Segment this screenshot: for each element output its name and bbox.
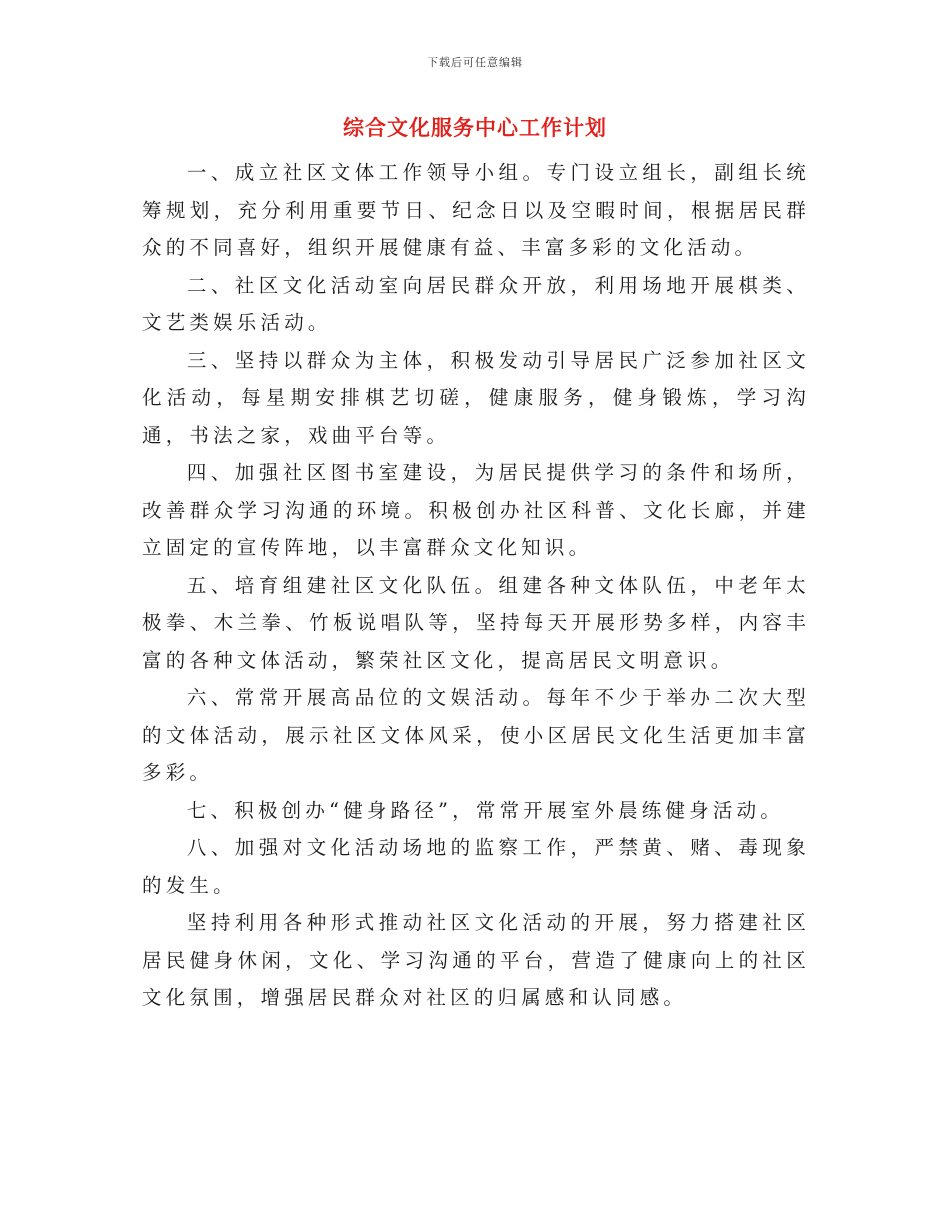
document-body xyxy=(142,154,810,1017)
paragraph-5: 五、培育组建社区文化队伍。组建各种文体队伍，中老年太极拳、木兰拳、竹板说唱队等，坚持每天开展形势多样，内容丰富的各种文体活动，繁荣社区文化，提高居民文明意识。 xyxy=(142,573,810,672)
paragraph-conclusion: 坚持利用各种形式推动社区文化活动的开展，努力搭建社区居民健身休闲，文化、学习沟通的平台，营造了健康向上的社区文化氛围，增强居民群众对社区的归属感和认同感。 xyxy=(142,911,810,1009)
paragraph-8: 八、加强对文化活动场地的监察工作，严禁黄、赌、毒现象的发生。 xyxy=(142,836,810,897)
paragraph-2: 二、社区文化活动室向居民群众开放，利用场地开展棋类、文艺类娱乐活动。 xyxy=(142,273,810,334)
document-title: 综合文化服务中心工作计划 xyxy=(343,115,607,140)
paragraph-6: 六、常常开展高品位的文娱活动。每年不少于举办二次大型的文体活动，展示社区文体风采，使小区居民文化生活更加丰富多彩。 xyxy=(142,686,810,784)
page-header-note: 下载后可任意编辑 xyxy=(427,56,523,69)
paragraph-4: 四、加强社区图书室建设，为居民提供学习的条件和场所，改善群众学习沟通的环境。积极创办社区科普、文化长廊，并建立固定的宣传阵地，以丰富群众文化知识。 xyxy=(142,461,810,559)
paragraph-7: 七、积极创办“健身路径”，常常开展室外晨练健身活动。 xyxy=(186,798,784,822)
paragraph-3: 三、坚持以群众为主体，积极发动引导居民广泛参加社区文化活动，每星期安排棋艺切磋，健康服务，健身锻炼，学习沟通，书法之家，戏曲平台等。 xyxy=(142,348,810,447)
paragraph-1: 一、成立社区文体工作领导小组。专门设立组长，副组长统筹规划，充分利用重要节日、纪念日以及空暇时间，根据居民群众的不同喜好，组织开展健康有益、丰富多彩的文化活动。 xyxy=(142,161,810,259)
